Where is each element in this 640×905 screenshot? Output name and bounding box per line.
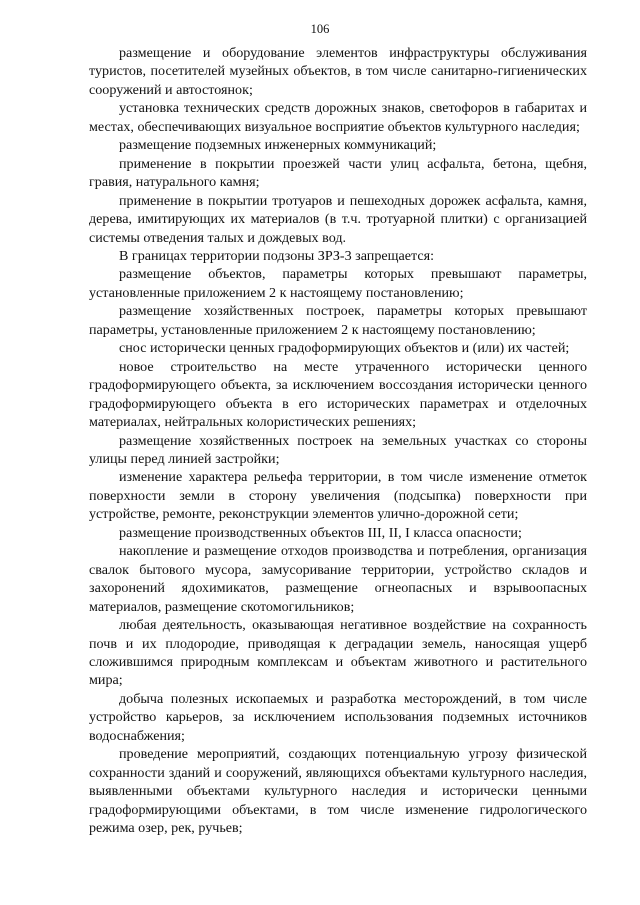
paragraph: изменение характера рельефа территории, в том числе изменение отметок поверхности земли в сторону увеличения (подсыпка) поверхности при устройстве, ремонте, реконструкции элементов улично-дорожной сети; bbox=[89, 469, 587, 523]
document-body bbox=[89, 44, 587, 837]
paragraph: установка технических средств дорожных знаков, светофоров в габаритах и местах, обеспечивающих визуальное восприятие объектов культурного наследия; bbox=[89, 100, 587, 135]
paragraph: размещение хозяйственных построек на земельных участках со стороны улицы перед линией застройки; bbox=[89, 432, 587, 467]
paragraph: размещение объектов, параметры которых превышают параметры, установленные приложением 2 к настоящему постановлению; bbox=[89, 266, 587, 301]
paragraph: размещение производственных объектов III, II, I класса опасности; bbox=[119, 524, 522, 541]
paragraph: размещение и оборудование элементов инфраструктуры обслуживания туристов, посетителей музейных объектов, в том числе санитарно-гигиенических сооружений и автостоянок; bbox=[89, 45, 587, 98]
paragraph: размещение подземных инженерных коммуникаций; bbox=[119, 137, 437, 154]
paragraph: накопление и размещение отходов производства и потребления, организация свалок бытового мусора, замусоривание территории, устройство складов и захоронений ядохимикатов, размещение огнеопасных и взрывоопасных материалов, размещение скотомогильников; bbox=[89, 543, 587, 615]
paragraph: применение в покрытии проезжей части улиц асфальта, бетона, щебня, гравия, натурального камня; bbox=[89, 155, 587, 191]
paragraph: добыча полезных ископаемых и разработка месторождений, в том числе устройство карьеров, за исключением использования подземных источников водоснабжения; bbox=[89, 690, 587, 744]
paragraph: проведение мероприятий, создающих потенциальную угрозу физической сохранности зданий и сооружений, являющихся объектами культурного наследия, выявленными объектами культурного наследия и исторически ценными градоформирующими объектами, в том числе изменение гидрологического режима озер, рек, ручьев; bbox=[89, 746, 587, 837]
paragraph: новое строительство на месте утраченного исторически ценного градоформирующего объекта, за исключением воссоздания исторически ценного градоформирующего объекта в его исторических параметрах и отделочных материалах, нейтральных колористических решениях; bbox=[89, 358, 587, 431]
paragraph: размещение хозяйственных построек, параметры которых превышают параметры, установленные приложением 2 к настоящему постановлению; bbox=[89, 303, 587, 338]
paragraph: снос исторически ценных градоформирующих объектов и (или) их частей; bbox=[119, 340, 570, 357]
paragraph: применение в покрытии тротуаров и пешеходных дорожек асфальта, камня, дерева, имитирующих их материалов (в т.ч. тротуарной плитки) с организацией системы отведения талых и дождевых вод. bbox=[89, 192, 587, 246]
page-number: 106 bbox=[310, 22, 330, 36]
paragraph: любая деятельность, оказывающая негативное воздействие на сохранность почв и их плодородие, приводящая к деградации земель, наносящая ущерб сложившимся природным комплексам и объектам животного и растительного мира; bbox=[89, 617, 587, 689]
section-lead: В границах территории подзоны ЗРЗ-3 запрещается: bbox=[119, 247, 435, 264]
